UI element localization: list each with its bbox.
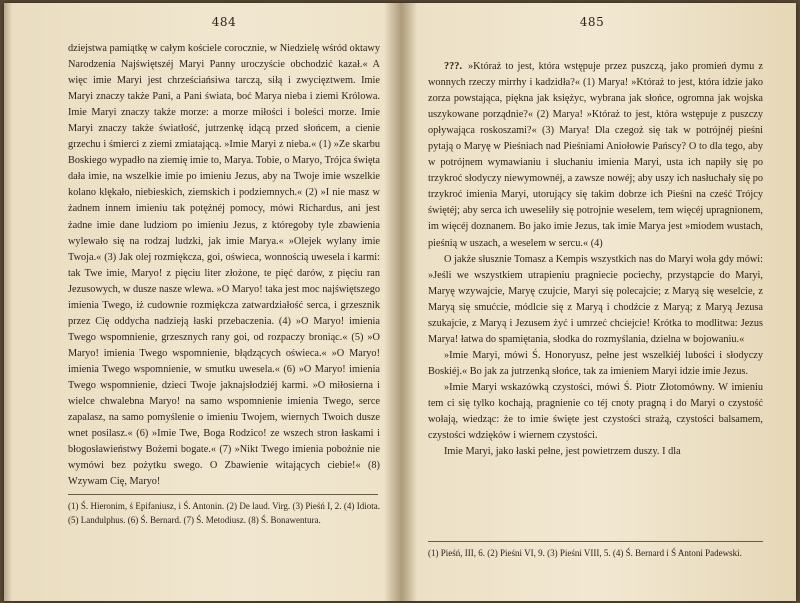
right-paragraph-3: »Imie Maryi, mówi Ś. Honoryusz, pełne jest wszelkiéj lubości i słodyczy Boskiéj.« Bo jak za jutrzenką słońce, tak za imieniem Maryi idzie imie Jezus. [428,349,763,377]
right-footnotes: (1) Pieśń, III, 6. (2) Pieśni VI, 9. (3) Pieśni VIII, 5. (4) Ś. Bernard i Ś Antoni Padewski. [428,548,742,558]
left-page [4,3,400,601]
right-page-text [428,59,763,460]
left-footnote-rule [68,494,378,495]
page-number-right: 485 [579,15,605,29]
right-paragraph-2: O jakże słusznie Tomasz a Kempis wszystkich nas do Maryi woła gdy mówi: »Jeśli we wszystkiem utrapieniu pragniecie pociechy, przystąpcie do Maryi, Maryę wzywajcie, Maryę czujcie, Maryi się polecajcie; z Maryą się weselcie, z Maryą się smućcie, módlcie się z Maryą i chodźcie z Maryą; z Maryą Jezusa szukajcie, z Maryą i Jezusem żyć i umrzeć chciejcie! Krótka to modlitwa: Jezus Marya! łatwa do spamiętania, słodka do rozmyślania, dzielna w bojowaniu.« [428,253,763,345]
running-head-mark: ???. [444,61,463,72]
right-paragraph-1-text: »Któraż to jest, która wstępuje przez puszczą, jako promień dymu z wonnych rzeczy mirrhy i kadzidła?« (1) Marya! »Któraż to jest, która idzie jako zorza powstająca, piękna jak księżyc, wybrana jak słońce, ogromna jak wojska uszykowane porządnie?« (2) Marya! »Któraż to jest, która wstępuje z puszczy opływająca roskoszami?« (3) Marya! Dla czegoż się tak w potrójnéj pieśni pytają o Maryę w Pieśniach nad Pieśniami Aniołowie Pańscy? O to dla tego, aby w potrójnem wymawianiu i słuchaniu imienia Maryi, usta ich napiły się po trzykroć słodyczy niewymownéj, a zawsze nowéj; aby uszy ich nasłuchały się po trzykroć imienia Maryi, utorujący się takim dobrze ich Pieśni na cześć Trójcy świętéj; aby serca ich uweseliły się potrojnie weselem, tem więcéj upragnionem, im więcéj doznanem. Bo jako imie Jezus, tak imie Marya jest »miodem wustach, pieśnią w uszach, a weselem w sercu.« (4) [428,61,763,249]
right-paragraph-1 [428,59,763,252]
right-page [400,3,796,601]
book-spread [4,3,796,601]
right-paragraph-5: Imie Maryi, jako łaski pełne, jest powietrzem duszy. I dla [444,446,681,458]
left-paragraph-1: dziejstwa pamiątkę w całym kościele corocznie, w Niedzielę wśród oktawy Narodzenia Najświętszéj Maryi Panny uroczyście obchodzić kazał.« A więc imie Maryi jest chrześciańsiwa tarczą, siłą i zwycięztwem. Imie Maryi znaczy także Pani, a Pani świata, boć Marya nieba i ziemi Królowa. Imie Maryi znaczy także morze: a morze miłości i boleści morze. Imie Maryi znaczy także światłość, jutrzenkę idącą przed słońcem, a cienie grzechu i śmierci z ziemi zmiatającą. »Imie Maryi z nieba.« (1) »Ze skarbu Boskiego wypadło na ziemię imie to, Marya. Tobie, o Maryo, Trójca święta dała imie, na wszelkie imie po imieniu Jezus, aby na Twoje imie wszelkie kolano klękało, niebieskich, ziemskich i podziemnych.« (2) »I nie masz w żadnem innem imieniu tak potężnéj pomocy, mówi Richardus, ani jest żadne imie dane ludziom po imieniu Jezus, z któregoby tyle zbawienia wylewało się na rodzaj ludzki, jak imie Marya.« »Olejek wylany imie Twoja.« (3) Jak olej rozmiękcza, goi, oświeca, wonnością uwesela i karmi: tak Twe imie, Maryo! z pięciu liter złożone, te pięć darów, z pięciu ran Jezusowych, w dusze nasze wlewa. »O Maryo! taka jest moc najświętszego imienia Twego, iż cudownie rozmiękcza zatwardziałość serca, i grzesznik przez Cię oddycha nadzieją łaski przebaczenia. (4) »O Maryo! imienia Twego wspomnienie, grzesznych rany goi, od rozpaczy broniąc.« (5) »O Maryo! imienia Twego wspomnienie, błądzących oświeca.« »O Maryo! imienia Twego wspomnienie, w smutku uwesela.« (6) »O Maryo! imienia Twego wspomnienie, dzieci Twoje jaknajsłodziéj karmi. »O miłosierna i wielce chwalebna Maryo! na samo wspomnienie imienia Twego, serce zapalasz, na samo pomyślenie o imieniu Twojem, wiernych Twoich dusze wnet posilasz.« (6) »Imie Twe, Boga Rodzico! ze wszech stron łaskami i błogosławieństwy Bożemi bogate.« (7) »Nikt Twego imienia pobożnie nie wymówi bez pożytku swego. O Zbawienie witających ciebie!« (8) Wzywam Cię, Maryo! [68,43,380,488]
right-footnote-rule [428,541,763,542]
page-number-left: 484 [211,15,237,29]
right-paragraph-4: »Imie Maryi wskazówką czystości, mówi Ś. Piotr Złotomówny. W imieniu tem ci się tylko kochają, pragnienie co téj cnoty pragną i do Maryi o czystość wołają, wiedząc: że to imie święte jest czystości strażą, czystości balsamem, czystości wdzięków i wiernem czystości. [428,381,763,442]
left-footnotes: (1) Ś. Hieronim, ś Epifaniusz, i Ś. Antonin. (2) De laud. Virg. (3) Pieśń I, 2. (4) Idiota. (5) Landulphus. (6) Ś. Bernard. (7) Ś. Metodiusz. (8) Ś. Bonawentura. [68,501,380,525]
left-page-text [68,41,380,490]
